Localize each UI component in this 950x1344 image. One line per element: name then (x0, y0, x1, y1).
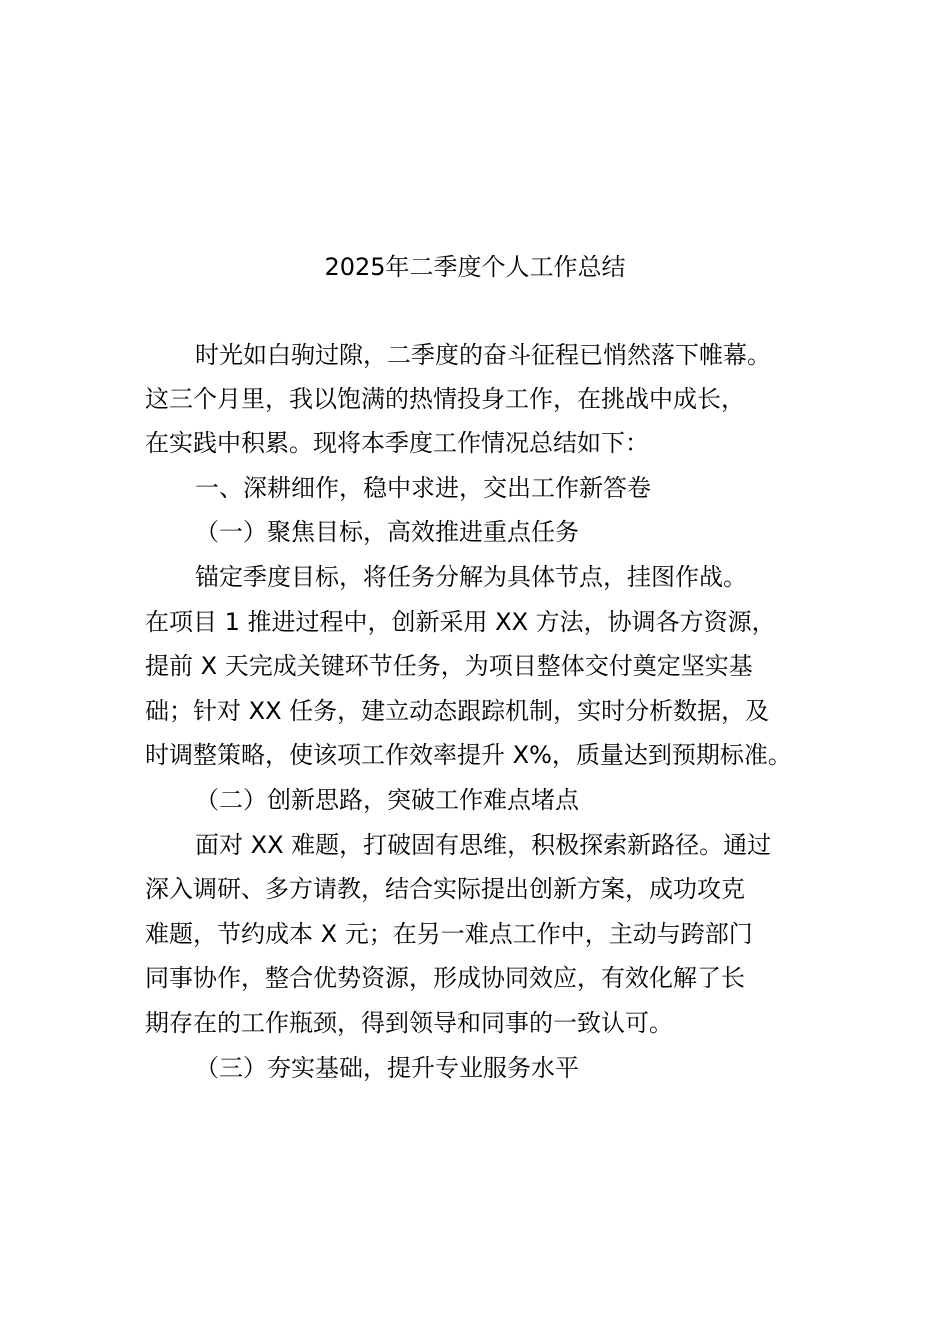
paragraph-line-s2-2: 深入调研、多方请教，结合实际提出创新方案，成功攻克 (145, 875, 745, 903)
document-title: 2025年二季度个人工作总结 (324, 253, 626, 281)
paragraph-line-s2-3: 难题，节约成本 X 元；在另一难点工作中，主动与跨部门 (145, 920, 753, 948)
paragraph-line-s1-4: 础；针对 XX 任务，建立动态跟踪机制，实时分析数据，及 (145, 697, 770, 725)
paragraph-line-s2-1: 面对 XX 难题，打破固有思维，积极探索新路径。通过 (195, 831, 772, 859)
paragraph-line-s1-5: 时调整策略，使该项工作效率提升 X%，质量达到预期标准。 (145, 741, 792, 769)
subsection-heading-3: （三）夯实基础，提升专业服务水平 (195, 1054, 579, 1082)
paragraph-line-s1-1: 锚定季度目标，将任务分解为具体节点，挂图作战。 (195, 563, 747, 591)
subsection-heading-1: （一）聚焦目标，高效推进重点任务 (195, 518, 579, 546)
paragraph-line-s1-2: 在项目 1 推进过程中，创新采用 XX 方法，协调各方资源， (145, 608, 776, 636)
paragraph-line-s2-4: 同事协作，整合优势资源，形成协同效应，有效化解了长 (145, 964, 745, 992)
paragraph-line-s2-5: 期存在的工作瓶颈，得到领导和同事的一致认可。 (145, 1009, 673, 1037)
paragraph-line-s1-3: 提前 X 天完成关键环节任务，为项目整体交付奠定坚实基 (145, 652, 753, 680)
section-heading-1: 一、深耕细作，稳中求进，交出工作新答卷 (195, 474, 651, 502)
subsection-heading-2: （二）创新思路，突破工作难点堵点 (195, 786, 579, 814)
paragraph-line-intro-1: 时光如白驹过隙，二季度的奋斗征程已悄然落下帷幕。 (195, 341, 771, 369)
paragraph-line-intro-2: 这三个月里，我以饱满的热情投身工作，在挑战中成长， (145, 385, 745, 413)
paragraph-line-intro-3: 在实践中积累。现将本季度工作情况总结如下： (145, 429, 649, 457)
